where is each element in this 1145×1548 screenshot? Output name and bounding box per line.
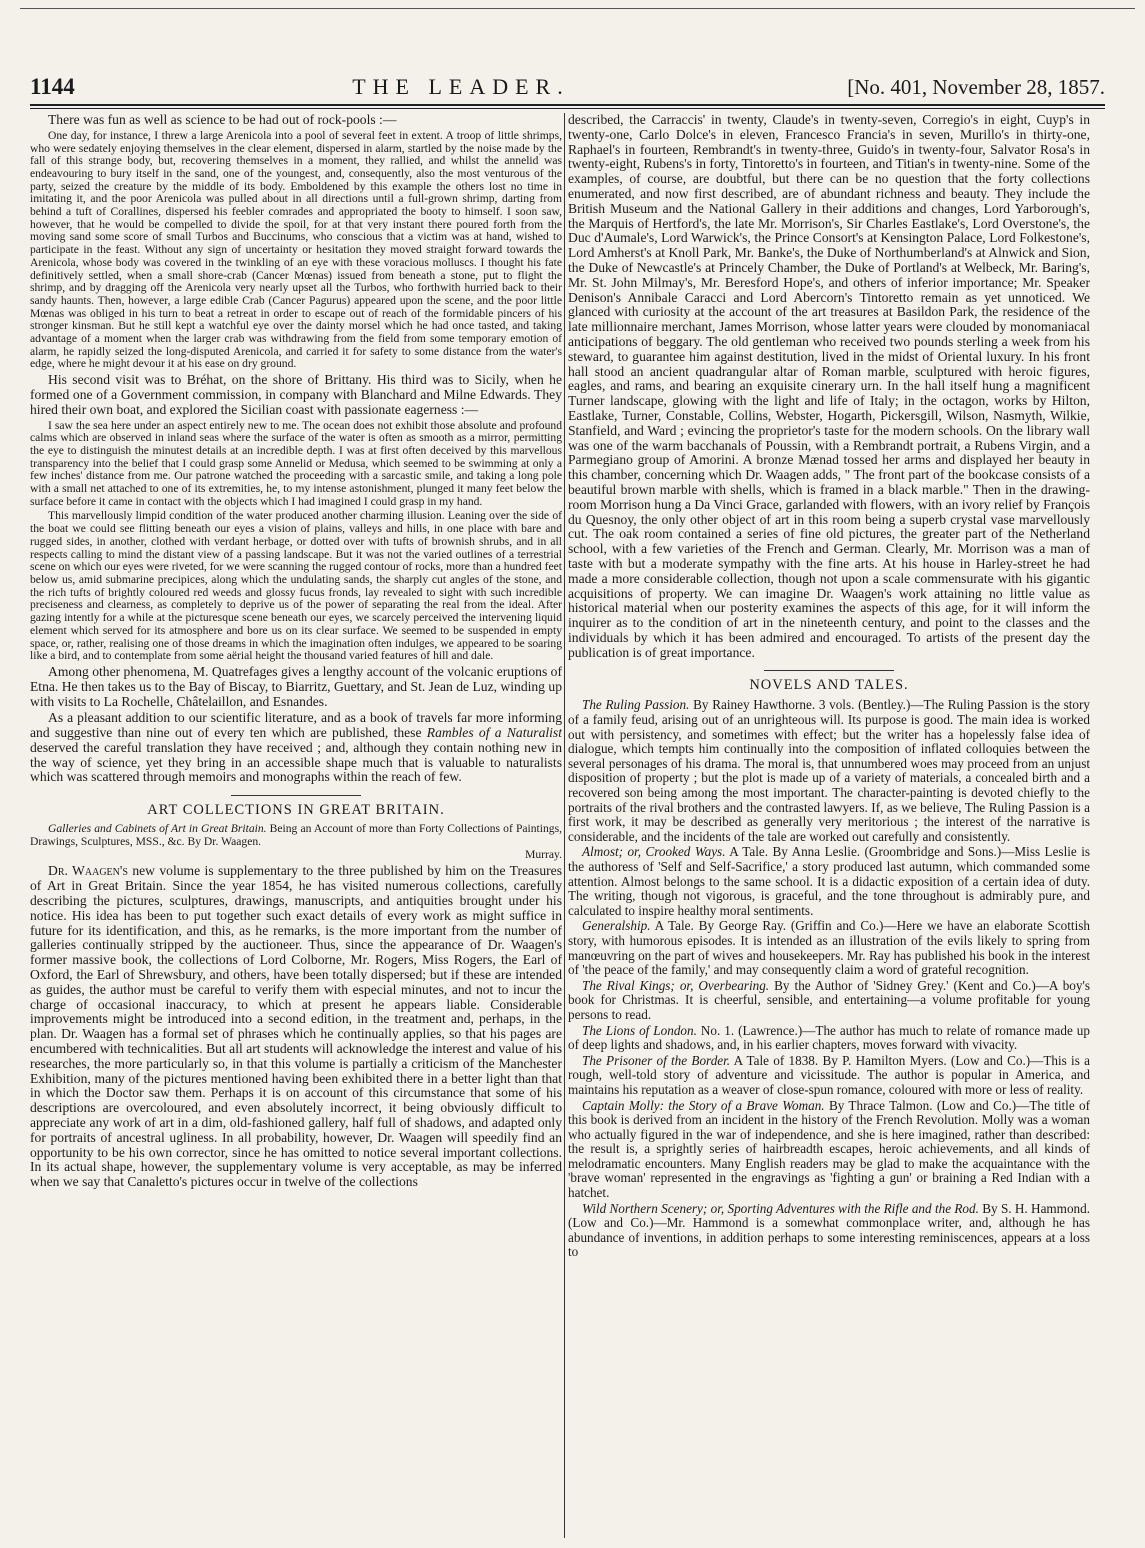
review-title: The Rival Kings; or, Overbearing. [582,977,770,993]
review-item [568,1202,1090,1260]
review-title: The Lions of London. [582,1022,697,1038]
paragraph: His second visit was to Bréhat, on the shore of Brittany. His third was to Sicily, when he formed one of a Government commission, in company with Blanchard and Milne Edwards. They hired their own boat, and explored the Sicilian coast with passionate eagerness :— [30,372,562,417]
book-title: Galleries and Cabinets of Art in Great Britain. [48,822,267,836]
column-divider [564,113,565,1538]
review-item [568,1024,1090,1053]
book-details: Being an Account of more than Forty Collections of Paintings, Drawings, Sculptures, MSS., &c. By Dr. Waagen. [30,822,562,848]
review-item [568,1099,1090,1201]
right-column [568,113,1090,1538]
review-title: The Ruling Passion. [582,697,690,713]
text-run: new volume is supplementary to the three published by him on the Treasures of Art in Great Britain. Since the year 1854, he has visited numerous collections, carefully describing the pictures, sculptures, drawings, manuscripts, and antiquities brought under his notice. His idea has been to put together such exact details of every work as might suffice in future for its identification, and this, as he remarks, is the more important from the number of galleries continually stripped by the auctioneer. Thus, since the appearance of Dr. Waagen's former massive book, the collections of Lord Colborne, Mr. Rogers, Miss Rogers, the Earl of Oxford, the Earl of Shrewsbury, and others, have been totally dispersed; but if these are intended as guides, the author must be careful to verify them with especial minutes, and not to incur the charge of occasional inaccuracy, to which at present he appears liable. Considerable improvements might be introduced into a second edition, in the treatment and, perhaps, in the plan. Dr. Waagen has a formal set of phrases which he continually applies, so that his pages are encumbered with technicalities. But all art students will acknowledge the interest and value of his researches, the more particularly so, in that this volume is partially a criticism of the Manchester Exhibition, many of the pictures mentioned having been exhibited there in a better light than that in which the Doctor saw them. Perhaps it is on account of this circumstance that some of his descriptions are overcoloured, and even absolutely incorrect, it being obviously difficult to appreciate any work of art in a dim, old-fashioned gallery, half full of shadows, and adapted only for portraits of ancestral ugliness. In all probability, however, Dr. Waagen will speedily find an opportunity to be his own corrector, since he has omitted to notice several important collections. In its actual shape, however, the supplementary volume is very acceptable, as may be inferred when we say that Canaletto's pictures occur in twelve of the collections [30,863,562,1190]
reviews-list [568,698,1090,1260]
paragraph: Among other phenomena, M. Quatrefages gives a lengthy account of the volcanic eruptions of Etna. He then takes us to the Bay of Biscay, to Biarritz, Guettary, and St. Jean de Luz, winding up with visits to La Rochelle, Châtelaillon, and Esnandes. [30,663,562,709]
review-text: By Rainey Hawthorne. 3 vols. (Bentley.)—The Ruling Passion is the story of a family feud, arising out of an unrighteous will. Its purpose is good. The main idea is worked out with persistency, and sometimes with effect; but the writer has a hopelessly false idea of dialogue, which tempts him continually into the composition of inflated colloquies between the several personages of his drama. The moral is, that unnumbered woes may proceed from an unjust disposition of property ; but the plot is made up of a variety of materials, a concealed birth and a recovered son being among the most important. The character-painting is devoted chiefly to the portraits of the rival brothers and the contrasted lawyers. If, as we believe, The Ruling Passion is a first work, it may be described as generally very meritorious ; the interest of the narrative is considerable, and the incidents of the tale are worked out carefully and consistently. [568,697,1090,844]
header-rule-thin [30,108,1105,109]
review-item [568,1054,1090,1098]
review-title: Generalship. [582,918,651,934]
review-text: A Tale. By Anna Leslie. (Groombridge and Sons.)—Miss Leslie is the authoress of 'Self and Self-Sacrifice,' a story produced last autumn, which commanded some attention. Almost belongs to the same school. It is a didactic exposition of a certain idea of duty. The writing, though not vigorous, is graceful, and the tone throughout is admirably pure, and calculated to inspire healthy moral sentiments. [568,844,1090,918]
text-run: As a pleasant addition to our scientific literature, and as a book of travels far more informing and suggestive than nine out of every ten which are published, these [30,710,562,741]
section-heading: ART COLLECTIONS IN GREAT BRITAIN. [147,802,445,819]
review-item [568,979,1090,1023]
review-text: By Thrace Talmon. (Low and Co.)—The title of this book is derived from an incident in the history of the French Revolution. Molly was a woman who actually figured in the war of independence, and she is here imagined, rather than described: the result is, a sprightly series of hairbreadth escapes, heroic achievements, and all kinds of melodramatic encounters. Many English readers may be glad to make the acquaintance with the 'brave woman' represented in the engravings as 'fighting a gun' or braining a Red Indian with a hatchet. [568,1097,1090,1201]
text-run: deserved the careful translation they have received ; and, although they contain nothing new in the way of science, yet they bring in an accessible shape much that is valuable to naturalists which was scattered through memoirs and monographs within the reach of few. [30,739,562,785]
review-item [568,845,1090,918]
section-heading: NOVELS AND TALES. [749,677,909,694]
review-text: A Tale. By George Ray. (Griffin and Co.)—Here we have an elaborate Scottish story, with humorous episodes. It is intended as an illustration of the evils likely to spring from manœuvring on the part of wives and housekeepers. Mr. Ray has published his book in the interest of 'the peace of the family,' and may consequently claim a word of grateful recognition. [568,918,1090,978]
review-title: Almost; or, Crooked Ways. [582,844,726,860]
book-title: Rambles of a Naturalist [426,725,562,741]
paragraph: described, the Carraccis' in twenty, Claude's in twenty-seven, Corregio's in eight, Cuyp's in twenty-one, Carlo Dolce's in eleven, Francesco Francia's in seven, Murillo's in thirty-one, Raphael's in fourteen, Rembrandt's in twenty-three, Guido's in twenty-four, Salvator Rosa's in twenty-eight, Rubens's in forty, Tintoretto's in fourteen, and Titian's in twenty-nine. Some of the examples, of course, are doubtful, but there can be no question that the forty collections enumerated, and now first described, are of abundant richness and beauty. They include the British Museum and the National Gallery in their additions and changes, Lord Yarborough's, the Marquis of Hertford's, the late Mr. Morrison's, Sir Charles Eastlake's, Lord Overstone's, the Duc d'Aumale's, Lord Warwick's, the Prince Consort's at Kensington Palace, Lord Folkestone's, Lord Amherst's at Knoll Park, Mr. Banke's, the Duke of Northumberland's at Alnwick and Sion, the Duke of Newcastle's at Princely Chamber, the Duke of Portland's at Welbeck, Mr. Baring's, Mr. St. John Milmay's, Mr. Beresford Hope's, and others of inferior importance; Mr. Speaker Denison's Annibale Caracci and Lord Abercorn's Tintoretto remain as yet unnoticed. We glanced with curiosity at the account of the art treasures at Basildon Park, the residence of the late millionnaire merchant, James Morrison, whose latter years were clouded by monomaniacal anticipations of beggary. The old gentleman who received two pounds sterling a week from his steward, to guarantee him against destitution, lived in the midst of Oriental luxury. In his front hall stood an ancient quadrangular altar of Roman marble, sculptured with heroic figures, eagles, and rams, and bearing an exquisite cinerary urn. In the hall itself hung a magnificent Turner landscape, glowing with the light and life of Italy; in the octagon, works by Hilton, Eastlake, Turner, Constable, Collins, Webster, Hogarth, Pickersgill, Wilson, Nasmyth, Wilkie, Stanfield, and Ward ; evincing the proprietor's taste for the modern schools. On the library wall was one of the warm bacchanals of Poussin, with a Rembrandt portrait, a Rubens Virgin, and a Parmegiano group of Amorini. A bronze Mænad tossed her arms and displayed her beauty in this chamber, concerning which Dr. Waagen adds, " The front part of the bookcase consists of a beautiful brown marble with shells, which is framed in a black marble." Then in the drawing-room Morrison hung a Da Vinci Grace, garlanded with flowers, with an ivory relief by François du Quesnoy, the only other object of art in this room being a superb crystal vase marvellously cut. The oak room contained a series of fine old pictures, the greater part of the Netherland school, with a few varieties of the French and German. Clearly, Mr. Morrison was a man of taste with but a moderate sympathy with the fine arts. At his house in Harley-street he had made a more considerable collection, though not upon a scale commensurate with his gigantic acquisitions of property. We can imagine Dr. Waagen's work attaining no little value as historical material when our posterity examines the aspects of this age, for it will inform the inquirer as to the condition of art in the nineteenth century, and point to the classes and the individuals by which it has been admired and encouraged. To artists of the present day the publication is of great importance. [568,113,1090,660]
issue-date: [No. 401, November 28, 1857. [847,75,1105,99]
review-title: Captain Molly: the Story of a Brave Woman. [582,1097,825,1113]
publisher: Murray. [525,847,562,861]
section-divider [764,670,894,671]
header-rule [30,104,1105,106]
review-text: No. 1. (Lawrence.)—The author has much to relate of romance made up of deep lights and shadows, and, in his earlier chapters, moves forward with vivacity. [568,1022,1090,1053]
masthead-title: THE LEADER. [352,74,570,99]
quotation: This marvellously limpid condition of the water produced another charming illusion. Leaning over the side of the boat we could see flitting beneath our eyes a vision of plains, valleys and hills, in one place with bare and rugged sides, in another, clothed with verdant herbage, or dotted over with tufts of brownish shrubs, and in all respects calling to mind the distant view of a passing landscape. But it was not the varied outlines of a terrestrial scene on which our eyes were riveted, for we were scanning the rugged contour of rocks, more than a hundred feet below us, amid submarine precipices, along which the undulating sands, the sharply cut angles of the stone, and the rich tufts of brightly coloured red weeds and glossy fucus fronds, lay revealed to sight with such incredible preciseness and clearness, as completely to deprive us of the power of separating the real from the ideal. After gazing intently for a while at the picturesque scene beneath our eyes, we scarcely perceived the intervening liquid element which served for its atmosphere and bore us on its clear surface. We seemed to be suspended in empty space, or, rather, realising one of those dreams in which the imagination often indulges, we appeared to be soaring like a bird, and to contemplate from some aërial height the thousand varied features of hill and dale. [30,509,562,663]
page-number: 1144 [30,74,75,99]
review-title: Wild Northern Scenery; or, Sporting Adventures with the Rifle and the Rod. [582,1200,979,1216]
top-edge-rule [20,8,1135,9]
review-subheading [30,823,562,861]
review-item [568,698,1090,844]
paragraph [30,711,562,785]
paragraph [30,864,562,1190]
quotation: I saw the sea here under an aspect entirely new to me. The ocean does not exhibit those absolute and profound calms which are observed in inland seas where the surface of the water is often as smooth as a mirror, permitting the eye to distinguish the minutest details at an incredible depth. I was at first often deceived by this marvellous transparency into the belief that I could grasp some Annelid or Medusa, which seemed to be swimming at only a few inches' distance from me. Our patrone watched the proceeding with a sarcastic smile, and taking a long pole with a small net attached to one of its extremities, he, to my intense astonishment, plunged it many feet below the surface before it came in contact with the objects which I had imagined I could grasp in my hand. [30,418,562,508]
lead-in: Dr. Waagen's [48,863,128,879]
paragraph: There was fun as well as science to be had out of rock-pools :— [48,113,397,127]
review-item [568,919,1090,977]
review-text: A Tale of 1838. By P. Hamilton Myers. (Low and Co.)—This is a rough, well-told story of adventure and vicissitude. The author is popular in America, and maintains his reputation as a weaver of close-spun romance, coloured with more or less of reality. [568,1052,1090,1097]
page-header [30,74,1105,102]
review-text: By S. H. Hammond. (Low and Co.)—Mr. Hammond is a somewhat commonplace writer, and, although he has abundance of inventions, in addition perhaps to some interesting reminiscences, appears at a loss to [568,1200,1090,1260]
left-column [30,113,562,1538]
review-text: By the Author of 'Sidney Grey.' (Kent and Co.)—A boy's book for Christmas. It is cheerful, sensible, and entertaining—a volume profitable for young persons to read. [568,977,1090,1022]
section-divider [231,795,361,796]
quotation: One day, for instance, I threw a large Arenicola into a pool of several feet in extent. A troop of little shrimps, who were sedately enjoying themselves in the clear element, dispersed in alarm, startled by the noise made by the fall of this strange body, but, recovering themselves in a moment, they rallied, and whilst the annelid was endeavouring to bury itself in the sand, one of the youngest, and, consequently, also the most venturous of the party, seized the creature by the middle of its body. Emboldened by this example the others lost no time in imitating it, and the poor Arenicola was pulled about in all directions until a full-grown shrimp, darting from behind a tuft of Corallines, dispersed his feebler comrades and appropriated the booty to himself. I soon saw, however, that he would be compelled to divide the spoil, for at that very instant there poured forth from the moving sand some score of small Turbos and Buccinums, who conscious that a victim was at hand, wished to participate in the feast. Without any sign of uncertainty or hesitation they moved straight forward towards the Arenicola, whose body was covered in the twinkling of an eye with these voracious molluscs. I thought his fate definitively settled, when a small shore-crab (Cancer Mœnas) issued from beneath a stone, put to flight the shrimp, and by dragging off the Arenicola very nearly upset all the Turbos, who forthwith hurried back to their sandy haunts. Then, however, a large edible Crab (Cancer Pagurus) appeared upon the scene, and the poor little Mœnas was obliged in his turn to beat a retreat in order to escape out of reach of the formidable pincers of his stronger kinsman. But he still kept a watchful eye over the dainty morsel which he had once tasted, and taking advantage of a moment when the larger crab was withdrawing from the field from some temporary emotion of alarm, he rapidly seized the long-disputed Arenicola, and carried it for safety to some distance from the water's edge, where he might devour it at his ease on dry ground. [30,128,562,371]
review-title: The Prisoner of the Border. [582,1052,731,1068]
